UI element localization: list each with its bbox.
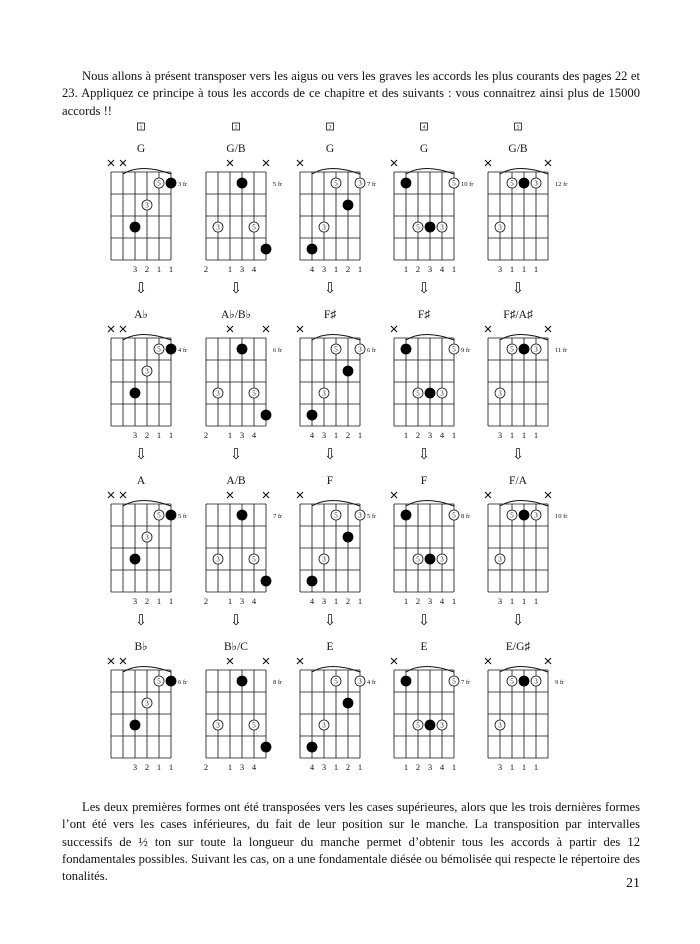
muted-string-x [391, 658, 397, 664]
muted-string-x [297, 326, 303, 332]
degree-label: 3 [440, 721, 444, 730]
down-arrow-icon: ⇩ [134, 281, 148, 297]
shape-number: 4 [422, 124, 426, 131]
degree-label: 3 [358, 179, 362, 188]
chord-name: A [136, 475, 146, 487]
chord-diagram [391, 123, 474, 274]
chord-name: A♭/B♭ [220, 309, 252, 321]
finger-number: 3 [497, 762, 503, 772]
fret-position-label: 3 fr [178, 181, 188, 188]
root-note-dot [307, 742, 318, 753]
finger-number: 1 [521, 430, 527, 440]
chord-diagram [391, 447, 471, 606]
down-arrow-icon: ⇩ [417, 447, 431, 463]
chord-diagram [485, 613, 565, 772]
finger-number: 1 [168, 264, 174, 274]
degree-label: 3 [358, 511, 362, 520]
degree-label: 5 [510, 345, 514, 354]
muted-string-x [108, 492, 114, 498]
fret-position-label: 6 fr [273, 347, 283, 354]
degree-label: 3 [440, 555, 444, 564]
muted-string-x [485, 492, 491, 498]
root-note-dot [401, 178, 412, 189]
chord-diagram [391, 281, 471, 440]
fret-position-label: 7 fr [273, 513, 283, 520]
root-note-dot [307, 410, 318, 421]
finger-number: 1 [227, 264, 233, 274]
chord-name: E [420, 641, 428, 653]
finger-number: 1 [357, 264, 363, 274]
fret-position-label: 5 fr [178, 513, 188, 520]
root-note-dot [519, 676, 530, 687]
root-note-dot [425, 554, 436, 565]
muted-string-x [227, 160, 233, 166]
root-note-dot [343, 366, 354, 377]
chord-name: F♯ [323, 309, 337, 321]
finger-number: 3 [132, 264, 138, 274]
finger-number: 2 [144, 596, 150, 606]
fret-position-label: 4 fr [178, 347, 188, 354]
finger-number: 1 [333, 762, 339, 772]
degree-label: 5 [452, 345, 456, 354]
finger-number: 1 [521, 596, 527, 606]
degree-label: 5 [510, 677, 514, 686]
finger-number: 1 [156, 596, 162, 606]
muted-string-x [263, 160, 269, 166]
chord-diagram [204, 123, 283, 274]
degree-label: 5 [252, 389, 256, 398]
finger-number: 1 [451, 762, 457, 772]
fret-position-label: 9 fr [461, 347, 471, 354]
shape-number: 5 [516, 124, 520, 131]
finger-number: 2 [144, 430, 150, 440]
degree-label: 5 [416, 721, 420, 730]
degree-label: 5 [252, 223, 256, 232]
finger-number: 1 [533, 264, 539, 274]
finger-number: 2 [415, 430, 421, 440]
finger-number: 1 [168, 430, 174, 440]
outro-paragraph: Les deux premières formes ont été transposées vers les cases supérieures, alors que les trois dernières formes l’ont été vers les cases inférieures, du fait de leur position sur le manche. La transposition par intervalles successifs de ½ ton sur toute la longueur du manche permet d’obtenir tous les accords à partir des 12 fondamentales possibles. Suivant les cas, on a une fondamentale diésée ou bémolisée qui respecte le répertoire des tonalités. [62, 800, 640, 884]
down-arrow-icon: ⇩ [229, 281, 243, 297]
root-note-dot [343, 532, 354, 543]
muted-string-x [297, 160, 303, 166]
finger-number: 1 [357, 596, 363, 606]
finger-number: 1 [156, 762, 162, 772]
degree-label: 3 [145, 699, 149, 708]
root-note-dot [261, 576, 272, 587]
down-arrow-icon: ⇩ [323, 281, 337, 297]
finger-number: 1 [227, 430, 233, 440]
down-arrow-icon: ⇩ [417, 281, 431, 297]
root-note-dot [237, 178, 248, 189]
finger-number: 2 [345, 430, 351, 440]
finger-number: 3 [239, 430, 245, 440]
finger-number: 1 [509, 596, 515, 606]
muted-string-x [391, 492, 397, 498]
degree-label: 3 [216, 555, 220, 564]
finger-number: 3 [239, 264, 245, 274]
finger-number: 1 [403, 264, 409, 274]
degree-label: 3 [440, 223, 444, 232]
chord-diagram [297, 613, 377, 772]
chord-diagram [108, 447, 188, 606]
muted-string-x [485, 658, 491, 664]
chord-name: B♭ [134, 641, 148, 653]
muted-string-x [227, 326, 233, 332]
fret-position-label: 9 fr [555, 679, 565, 686]
root-note-dot [343, 698, 354, 709]
finger-number: 3 [427, 762, 433, 772]
fret-position-label: 5 fr [273, 181, 283, 188]
degree-label: 5 [510, 179, 514, 188]
muted-string-x [120, 326, 126, 332]
finger-number: 3 [132, 596, 138, 606]
muted-string-x [263, 658, 269, 664]
down-arrow-icon: ⇩ [511, 281, 525, 297]
chord-name: F♯ [417, 309, 431, 321]
degree-label: 5 [157, 511, 161, 520]
fret-position-label: 4 fr [367, 679, 377, 686]
muted-string-x [545, 326, 551, 332]
finger-number: 4 [309, 430, 315, 440]
finger-number: 4 [251, 430, 257, 440]
degree-label: 3 [216, 389, 220, 398]
root-note-dot [130, 554, 141, 565]
root-note-dot [401, 344, 412, 355]
degree-label: 3 [498, 223, 502, 232]
finger-number: 1 [509, 264, 515, 274]
chord-name: G [419, 143, 429, 155]
degree-label: 5 [157, 179, 161, 188]
degree-label: 5 [452, 511, 456, 520]
finger-number: 3 [239, 596, 245, 606]
chord-name: G [136, 143, 146, 155]
finger-number: 3 [497, 264, 503, 274]
degree-label: 3 [322, 389, 326, 398]
degree-label: 3 [498, 555, 502, 564]
finger-number: 1 [533, 762, 539, 772]
chord-diagram [297, 281, 377, 440]
degree-label: 3 [534, 345, 538, 354]
root-note-dot [401, 510, 412, 521]
muted-string-x [485, 326, 491, 332]
degree-label: 3 [358, 345, 362, 354]
finger-number: 4 [251, 762, 257, 772]
degree-label: 5 [510, 511, 514, 520]
finger-number: 3 [321, 596, 327, 606]
fret-position-label: 8 fr [273, 679, 283, 686]
root-note-dot [261, 244, 272, 255]
finger-number: 2 [203, 264, 209, 274]
shape-number: 3 [328, 124, 332, 131]
muted-string-x [297, 658, 303, 664]
degree-label: 5 [157, 677, 161, 686]
degree-label: 5 [334, 677, 338, 686]
root-note-dot [425, 388, 436, 399]
finger-number: 3 [239, 762, 245, 772]
chord-diagram [108, 281, 188, 440]
down-arrow-icon: ⇩ [134, 613, 148, 629]
chord-name: E [326, 641, 334, 653]
finger-number: 1 [521, 264, 527, 274]
fret-position-label: 11 fr [555, 347, 568, 354]
muted-string-x [120, 658, 126, 664]
fret-position-label: 6 fr [178, 679, 188, 686]
fret-position-label: 10 fr [461, 181, 474, 188]
finger-number: 1 [333, 430, 339, 440]
root-note-dot [237, 510, 248, 521]
muted-string-x [227, 492, 233, 498]
finger-number: 3 [132, 430, 138, 440]
fret-position-label: 6 fr [367, 347, 377, 354]
root-note-dot [519, 344, 530, 355]
degree-label: 3 [216, 223, 220, 232]
finger-number: 1 [533, 430, 539, 440]
finger-number: 4 [439, 762, 445, 772]
finger-number: 1 [521, 762, 527, 772]
degree-label: 3 [534, 179, 538, 188]
finger-number: 1 [451, 264, 457, 274]
down-arrow-icon: ⇩ [229, 613, 243, 629]
finger-number: 4 [439, 596, 445, 606]
finger-number: 4 [309, 596, 315, 606]
degree-label: 3 [358, 677, 362, 686]
chord-diagram [297, 123, 377, 274]
finger-number: 4 [439, 264, 445, 274]
root-note-dot [130, 388, 141, 399]
finger-number: 1 [168, 596, 174, 606]
muted-string-x [263, 326, 269, 332]
root-note-dot [130, 222, 141, 233]
muted-string-x [545, 658, 551, 664]
degree-label: 3 [534, 677, 538, 686]
degree-label: 3 [145, 367, 149, 376]
finger-number: 1 [509, 430, 515, 440]
chord-diagram [297, 447, 377, 606]
degree-label: 5 [334, 511, 338, 520]
chord-name: F♯/A♯ [503, 309, 533, 321]
fret-position-label: 5 fr [367, 513, 377, 520]
root-note-dot [401, 676, 412, 687]
chord-diagram [204, 281, 283, 440]
shape-number: 1 [139, 124, 143, 131]
root-note-dot [166, 676, 177, 687]
root-note-dot [237, 344, 248, 355]
down-arrow-icon: ⇩ [134, 447, 148, 463]
fret-position-label: 7 fr [461, 679, 471, 686]
chord-name: G/B [508, 143, 528, 155]
finger-number: 1 [403, 762, 409, 772]
degree-label: 5 [157, 345, 161, 354]
shape-number: 2 [234, 124, 238, 131]
finger-number: 4 [251, 264, 257, 274]
degree-label: 3 [534, 511, 538, 520]
degree-label: 3 [498, 721, 502, 730]
root-note-dot [166, 344, 177, 355]
muted-string-x [108, 326, 114, 332]
fret-position-label: 7 fr [367, 181, 377, 188]
muted-string-x [108, 658, 114, 664]
muted-string-x [391, 160, 397, 166]
finger-number: 1 [357, 762, 363, 772]
finger-number: 1 [403, 430, 409, 440]
finger-number: 4 [309, 762, 315, 772]
root-note-dot [519, 178, 530, 189]
finger-number: 3 [427, 596, 433, 606]
finger-number: 1 [227, 596, 233, 606]
finger-number: 3 [427, 264, 433, 274]
finger-number: 2 [345, 762, 351, 772]
finger-number: 4 [251, 596, 257, 606]
degree-label: 3 [216, 721, 220, 730]
root-note-dot [261, 742, 272, 753]
chord-diagram [204, 447, 283, 606]
finger-number: 3 [321, 264, 327, 274]
muted-string-x [108, 160, 114, 166]
muted-string-x [485, 160, 491, 166]
chord-name: G/B [226, 143, 246, 155]
degree-label: 5 [416, 223, 420, 232]
finger-number: 3 [132, 762, 138, 772]
finger-number: 3 [321, 430, 327, 440]
muted-string-x [120, 492, 126, 498]
degree-label: 3 [145, 201, 149, 210]
finger-number: 2 [415, 596, 421, 606]
root-note-dot [307, 576, 318, 587]
chord-name: G [325, 143, 335, 155]
chord-name: E/G♯ [505, 641, 531, 653]
degree-label: 3 [322, 223, 326, 232]
page-number: 21 [626, 876, 640, 891]
root-note-dot [166, 178, 177, 189]
finger-number: 1 [509, 762, 515, 772]
down-arrow-icon: ⇩ [417, 613, 431, 629]
fret-position-label: 10 fr [555, 513, 568, 520]
muted-string-x [120, 160, 126, 166]
down-arrow-icon: ⇩ [229, 447, 243, 463]
degree-label: 3 [322, 555, 326, 564]
down-arrow-icon: ⇩ [511, 613, 525, 629]
degree-label: 5 [452, 179, 456, 188]
finger-number: 1 [168, 762, 174, 772]
muted-string-x [297, 492, 303, 498]
root-note-dot [261, 410, 272, 421]
degree-label: 5 [416, 555, 420, 564]
degree-label: 3 [145, 533, 149, 542]
finger-number: 1 [156, 264, 162, 274]
fret-position-label: 8 fr [461, 513, 471, 520]
finger-number: 1 [451, 430, 457, 440]
chord-diagram [391, 613, 471, 772]
chord-name: F [326, 475, 334, 487]
root-note-dot [130, 720, 141, 731]
finger-number: 1 [403, 596, 409, 606]
chord-name: F/A [509, 475, 527, 487]
chord-diagram [485, 123, 568, 274]
finger-number: 1 [357, 430, 363, 440]
down-arrow-icon: ⇩ [323, 613, 337, 629]
finger-number: 1 [533, 596, 539, 606]
muted-string-x [263, 492, 269, 498]
finger-number: 2 [144, 762, 150, 772]
degree-label: 3 [498, 389, 502, 398]
finger-number: 2 [144, 264, 150, 274]
degree-label: 3 [440, 389, 444, 398]
finger-number: 1 [333, 596, 339, 606]
down-arrow-icon: ⇩ [511, 447, 525, 463]
finger-number: 2 [203, 762, 209, 772]
finger-number: 2 [345, 264, 351, 274]
root-note-dot [425, 222, 436, 233]
root-note-dot [519, 510, 530, 521]
root-note-dot [166, 510, 177, 521]
down-arrow-icon: ⇩ [323, 447, 337, 463]
finger-number: 2 [203, 430, 209, 440]
finger-number: 2 [415, 264, 421, 274]
finger-number: 2 [345, 596, 351, 606]
finger-number: 2 [203, 596, 209, 606]
muted-string-x [545, 492, 551, 498]
root-note-dot [343, 200, 354, 211]
chord-name: A/B [226, 475, 246, 487]
muted-string-x [545, 160, 551, 166]
chord-name: F [420, 475, 428, 487]
degree-label: 5 [252, 555, 256, 564]
finger-number: 3 [497, 430, 503, 440]
finger-number: 3 [427, 430, 433, 440]
finger-number: 4 [309, 264, 315, 274]
chord-diagram [485, 281, 568, 440]
finger-number: 1 [156, 430, 162, 440]
muted-string-x [391, 326, 397, 332]
finger-number: 1 [451, 596, 457, 606]
finger-number: 4 [439, 430, 445, 440]
root-note-dot [237, 676, 248, 687]
degree-label: 5 [334, 345, 338, 354]
root-note-dot [425, 720, 436, 731]
chord-diagram [204, 613, 283, 772]
chord-diagram [108, 613, 188, 772]
muted-string-x [227, 658, 233, 664]
chord-name: A♭ [134, 309, 148, 321]
degree-label: 5 [334, 179, 338, 188]
finger-number: 1 [333, 264, 339, 274]
finger-number: 2 [415, 762, 421, 772]
intro-paragraph: Nous allons à présent transposer vers les aigus ou vers les graves les accords les plus courants des pages 22 et 23. Appliquez ce principe à tous les accords de ce chapitre et des suivants : vous connaitrez ainsi plus de 15000 accords !! [62, 69, 640, 118]
degree-label: 5 [252, 721, 256, 730]
finger-number: 1 [227, 762, 233, 772]
degree-label: 5 [452, 677, 456, 686]
chord-diagram [108, 123, 188, 274]
chord-name: B♭/C [224, 641, 248, 653]
degree-label: 3 [322, 721, 326, 730]
finger-number: 3 [497, 596, 503, 606]
chord-diagram [485, 447, 568, 606]
degree-label: 5 [416, 389, 420, 398]
finger-number: 3 [321, 762, 327, 772]
fret-position-label: 12 fr [555, 181, 568, 188]
root-note-dot [307, 244, 318, 255]
